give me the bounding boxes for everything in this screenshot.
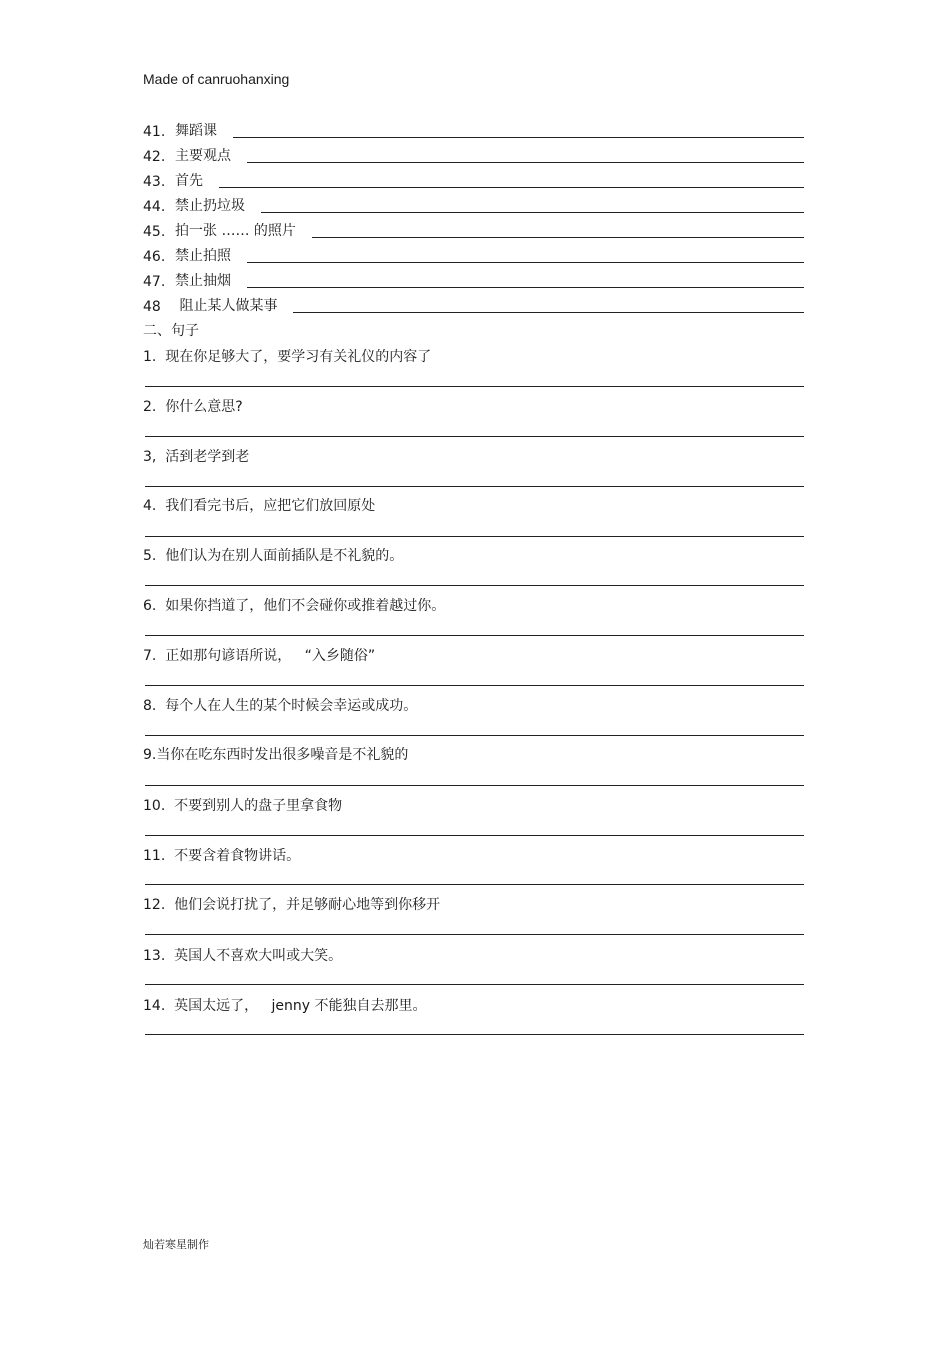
vocab-item	[143, 170, 804, 190]
sentence-prompt: 2. 你什么意思?	[143, 399, 243, 415]
answer-line	[145, 635, 804, 636]
item-term: 禁止抽烟	[175, 273, 231, 289]
answer-blank	[293, 312, 804, 313]
item-number: 42.	[143, 149, 166, 165]
answer-line	[145, 884, 804, 885]
sentence-prompt: 13. 英国人不喜欢大叫或大笑。	[143, 948, 343, 964]
sentence-prompt: 3, 活到老学到老	[143, 449, 250, 465]
vocab-item	[143, 295, 804, 315]
item-term: 舞蹈课	[175, 123, 217, 139]
sentence-prompt: 9.当你在吃东西时发出很多噪音是不礼貌的	[143, 747, 409, 763]
sentence-prompt: 1. 现在你足够大了，要学习有关礼仪的内容了	[143, 349, 432, 365]
answer-line	[145, 735, 804, 736]
sentence-prompt: 8. 每个人在人生的某个时候会幸运或成功。	[143, 698, 418, 714]
sentence-prompt: 14. 英国太远了， jenny 不能独自去那里。	[143, 998, 427, 1014]
item-number: 45.	[143, 224, 166, 240]
sentence-prompt: 5. 他们认为在别人面前插队是不礼貌的。	[143, 548, 404, 564]
answer-line	[145, 486, 804, 487]
page-footer: 灿若寒星制作	[143, 1238, 209, 1251]
section-title: 二、句子	[143, 323, 199, 339]
item-number: 41.	[143, 124, 166, 140]
sentence-prompt: 4. 我们看完书后，应把它们放回原处	[143, 498, 376, 514]
item-term: 主要观点	[175, 148, 231, 164]
item-number: 44.	[143, 199, 166, 215]
vocab-item	[143, 120, 804, 140]
answer-line	[145, 436, 804, 437]
answer-line	[145, 685, 804, 686]
item-number: 46.	[143, 249, 166, 265]
answer-blank	[312, 237, 804, 238]
answer-blank	[247, 262, 804, 263]
vocab-item	[143, 195, 804, 215]
sentence-prompt: 12. 他们会说打扰了，并足够耐心地等到你移开	[143, 897, 441, 913]
sentence-prompt: 11. 不要含着食物讲话。	[143, 848, 301, 864]
item-term: 拍一张 …… 的照片	[175, 223, 296, 239]
answer-line	[145, 835, 804, 836]
vocab-item	[143, 245, 804, 265]
answer-line	[145, 536, 804, 537]
item-number: 47.	[143, 274, 166, 290]
vocab-item	[143, 220, 804, 240]
answer-line	[145, 934, 804, 935]
answer-line	[145, 386, 804, 387]
vocab-item	[143, 270, 804, 290]
item-term: 禁止扔垃圾	[175, 198, 245, 214]
answer-blank	[247, 287, 804, 288]
sentence-prompt: 7. 正如那句谚语所说， “入乡随俗”	[143, 648, 376, 664]
answer-blank	[247, 162, 804, 163]
answer-line	[145, 1034, 804, 1035]
page-header: Made of canruohanxing	[143, 71, 290, 87]
answer-blank	[261, 212, 804, 213]
item-term: 阻止某人做某事	[175, 298, 278, 314]
answer-blank	[219, 187, 804, 188]
sentence-prompt: 10. 不要到别人的盘子里拿食物	[143, 798, 343, 814]
answer-line	[145, 585, 804, 586]
answer-blank	[233, 137, 804, 138]
vocab-item	[143, 145, 804, 165]
item-number: 43.	[143, 174, 166, 190]
item-number: 48	[143, 299, 161, 315]
answer-line	[145, 984, 804, 985]
answer-line	[145, 785, 804, 786]
item-term: 首先	[175, 173, 203, 189]
sentence-prompt: 6. 如果你挡道了，他们不会碰你或推着越过你。	[143, 598, 446, 614]
item-term: 禁止拍照	[175, 248, 231, 264]
